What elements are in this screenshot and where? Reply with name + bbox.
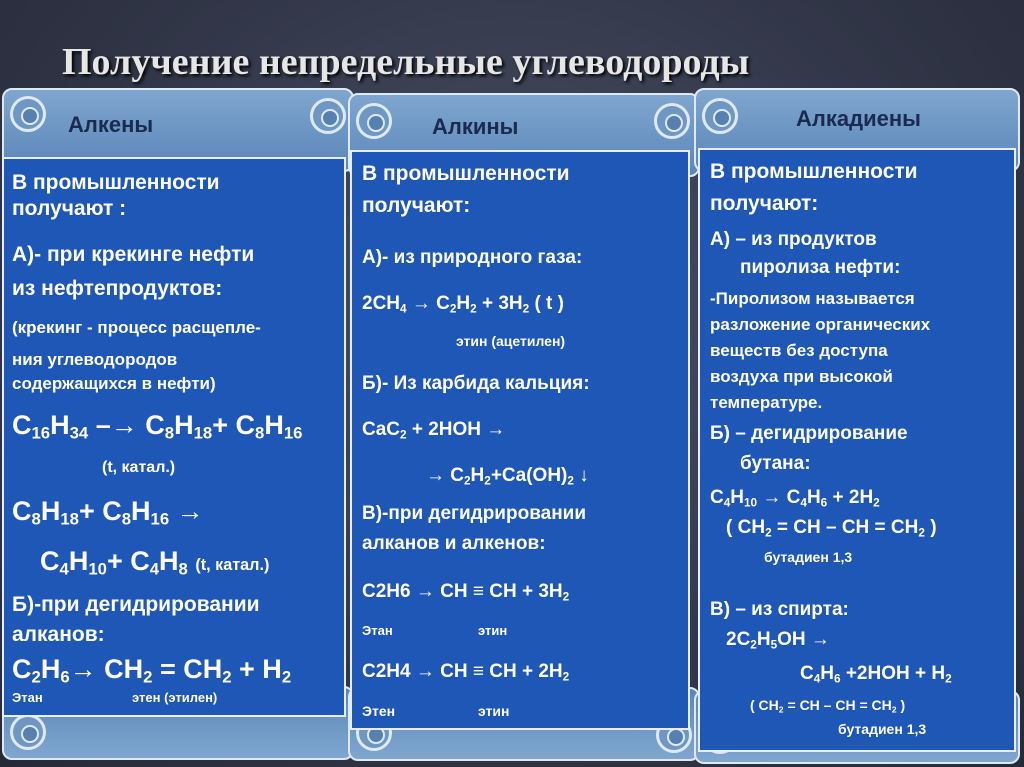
line: → $C_2H_2+Ca(OH)_2$ ↓ [426, 465, 589, 488]
line: бутадиен 1,3 [838, 721, 927, 737]
line: $C_8H_{18}+ C_8H_{16}$ → [12, 496, 204, 529]
line: Этен [362, 703, 396, 719]
line: А)- из природного газа: [362, 247, 583, 268]
line: $2CH_4 \to C_2H_2 + 3H_2$ ( t ) [362, 293, 564, 316]
line: Этан [362, 623, 393, 638]
line: $C_4H_{10}+ C_4H_8$ (t, катал.) [40, 546, 270, 579]
line: бутана: [740, 453, 811, 474]
line: ( $CH_2$ = CH – CH = $CH_2$ ) [750, 697, 906, 715]
line: получают: [710, 192, 819, 215]
line: ния углеводородов [12, 350, 178, 369]
heading-alkadienes: Алкадиены [796, 106, 921, 131]
line: $C_4H_{10} \to C_4H_6 + 2H_2$ [710, 487, 880, 510]
panel-alkenes [2, 157, 346, 717]
slide-title: Получение непредельные углеводороды [62, 41, 750, 83]
line: веществ без доступа [710, 341, 888, 360]
line: воздуха при высокой [710, 367, 893, 386]
line: $C_{16}H_{34} -\to C_8H_{18}+ C_8H_{16}$ [12, 410, 303, 443]
line: этин [478, 623, 508, 638]
line: А)- при крекинге нефти [12, 243, 255, 266]
line: $C_2H_6\to CH_2 = CH_2 + H_2$ [12, 654, 292, 687]
line: получают : [12, 197, 127, 220]
line: Б)- Из карбида кальция: [362, 373, 590, 394]
line: В промышленности [362, 162, 570, 185]
line: C2H4 → CH ≡ CH + $2H_2$ [362, 661, 570, 684]
line: разложение органических [710, 315, 931, 334]
line: -Пиролизом называется [710, 289, 915, 308]
line: температуре. [710, 393, 823, 412]
line: из нефтепродуктов: [12, 277, 223, 300]
line: этин [478, 703, 510, 719]
line: этин (ацетилен) [456, 333, 566, 349]
line: получают: [362, 194, 471, 217]
line: бутадиен 1,3 [764, 549, 853, 565]
line: алканов и алкенов: [362, 533, 546, 554]
panel-alkynes [350, 150, 690, 730]
heading-alkynes: Алкины [432, 114, 519, 139]
line: (крекинг - процесс расщепле- [12, 318, 261, 337]
line: (t, катал.) [102, 459, 176, 476]
line: $C_4H_6 +2HOH + H_2$ [800, 663, 952, 686]
line: $2C_2H_5OH$ → [726, 629, 830, 652]
line: В промышленности [12, 171, 220, 194]
line: В)-при дегидрировании [362, 503, 587, 524]
line: пиролиза нефти: [740, 257, 901, 278]
line: Этан [12, 690, 43, 705]
line: В промышленности [710, 160, 918, 183]
line: C2H6 → CH ≡ CH + $3H_2$ [362, 581, 570, 604]
line: В) – из спирта: [710, 599, 849, 620]
line: алканов: [12, 623, 105, 646]
heading-alkenes: Алкены [68, 112, 154, 137]
line: CaC$_2$ + 2HOH → [362, 419, 506, 442]
line: Б) – дегидрирование [710, 423, 908, 444]
line: Б)-при дегидрировании [12, 593, 260, 616]
line: содержащихся в нефти) [12, 374, 216, 393]
line: этен (этилен) [132, 690, 218, 705]
line: А) – из продуктов [710, 229, 877, 250]
panel-alkadienes [698, 148, 1016, 752]
line: ( $CH_2$ = CH – CH = $CH_2$ ) [726, 517, 937, 540]
